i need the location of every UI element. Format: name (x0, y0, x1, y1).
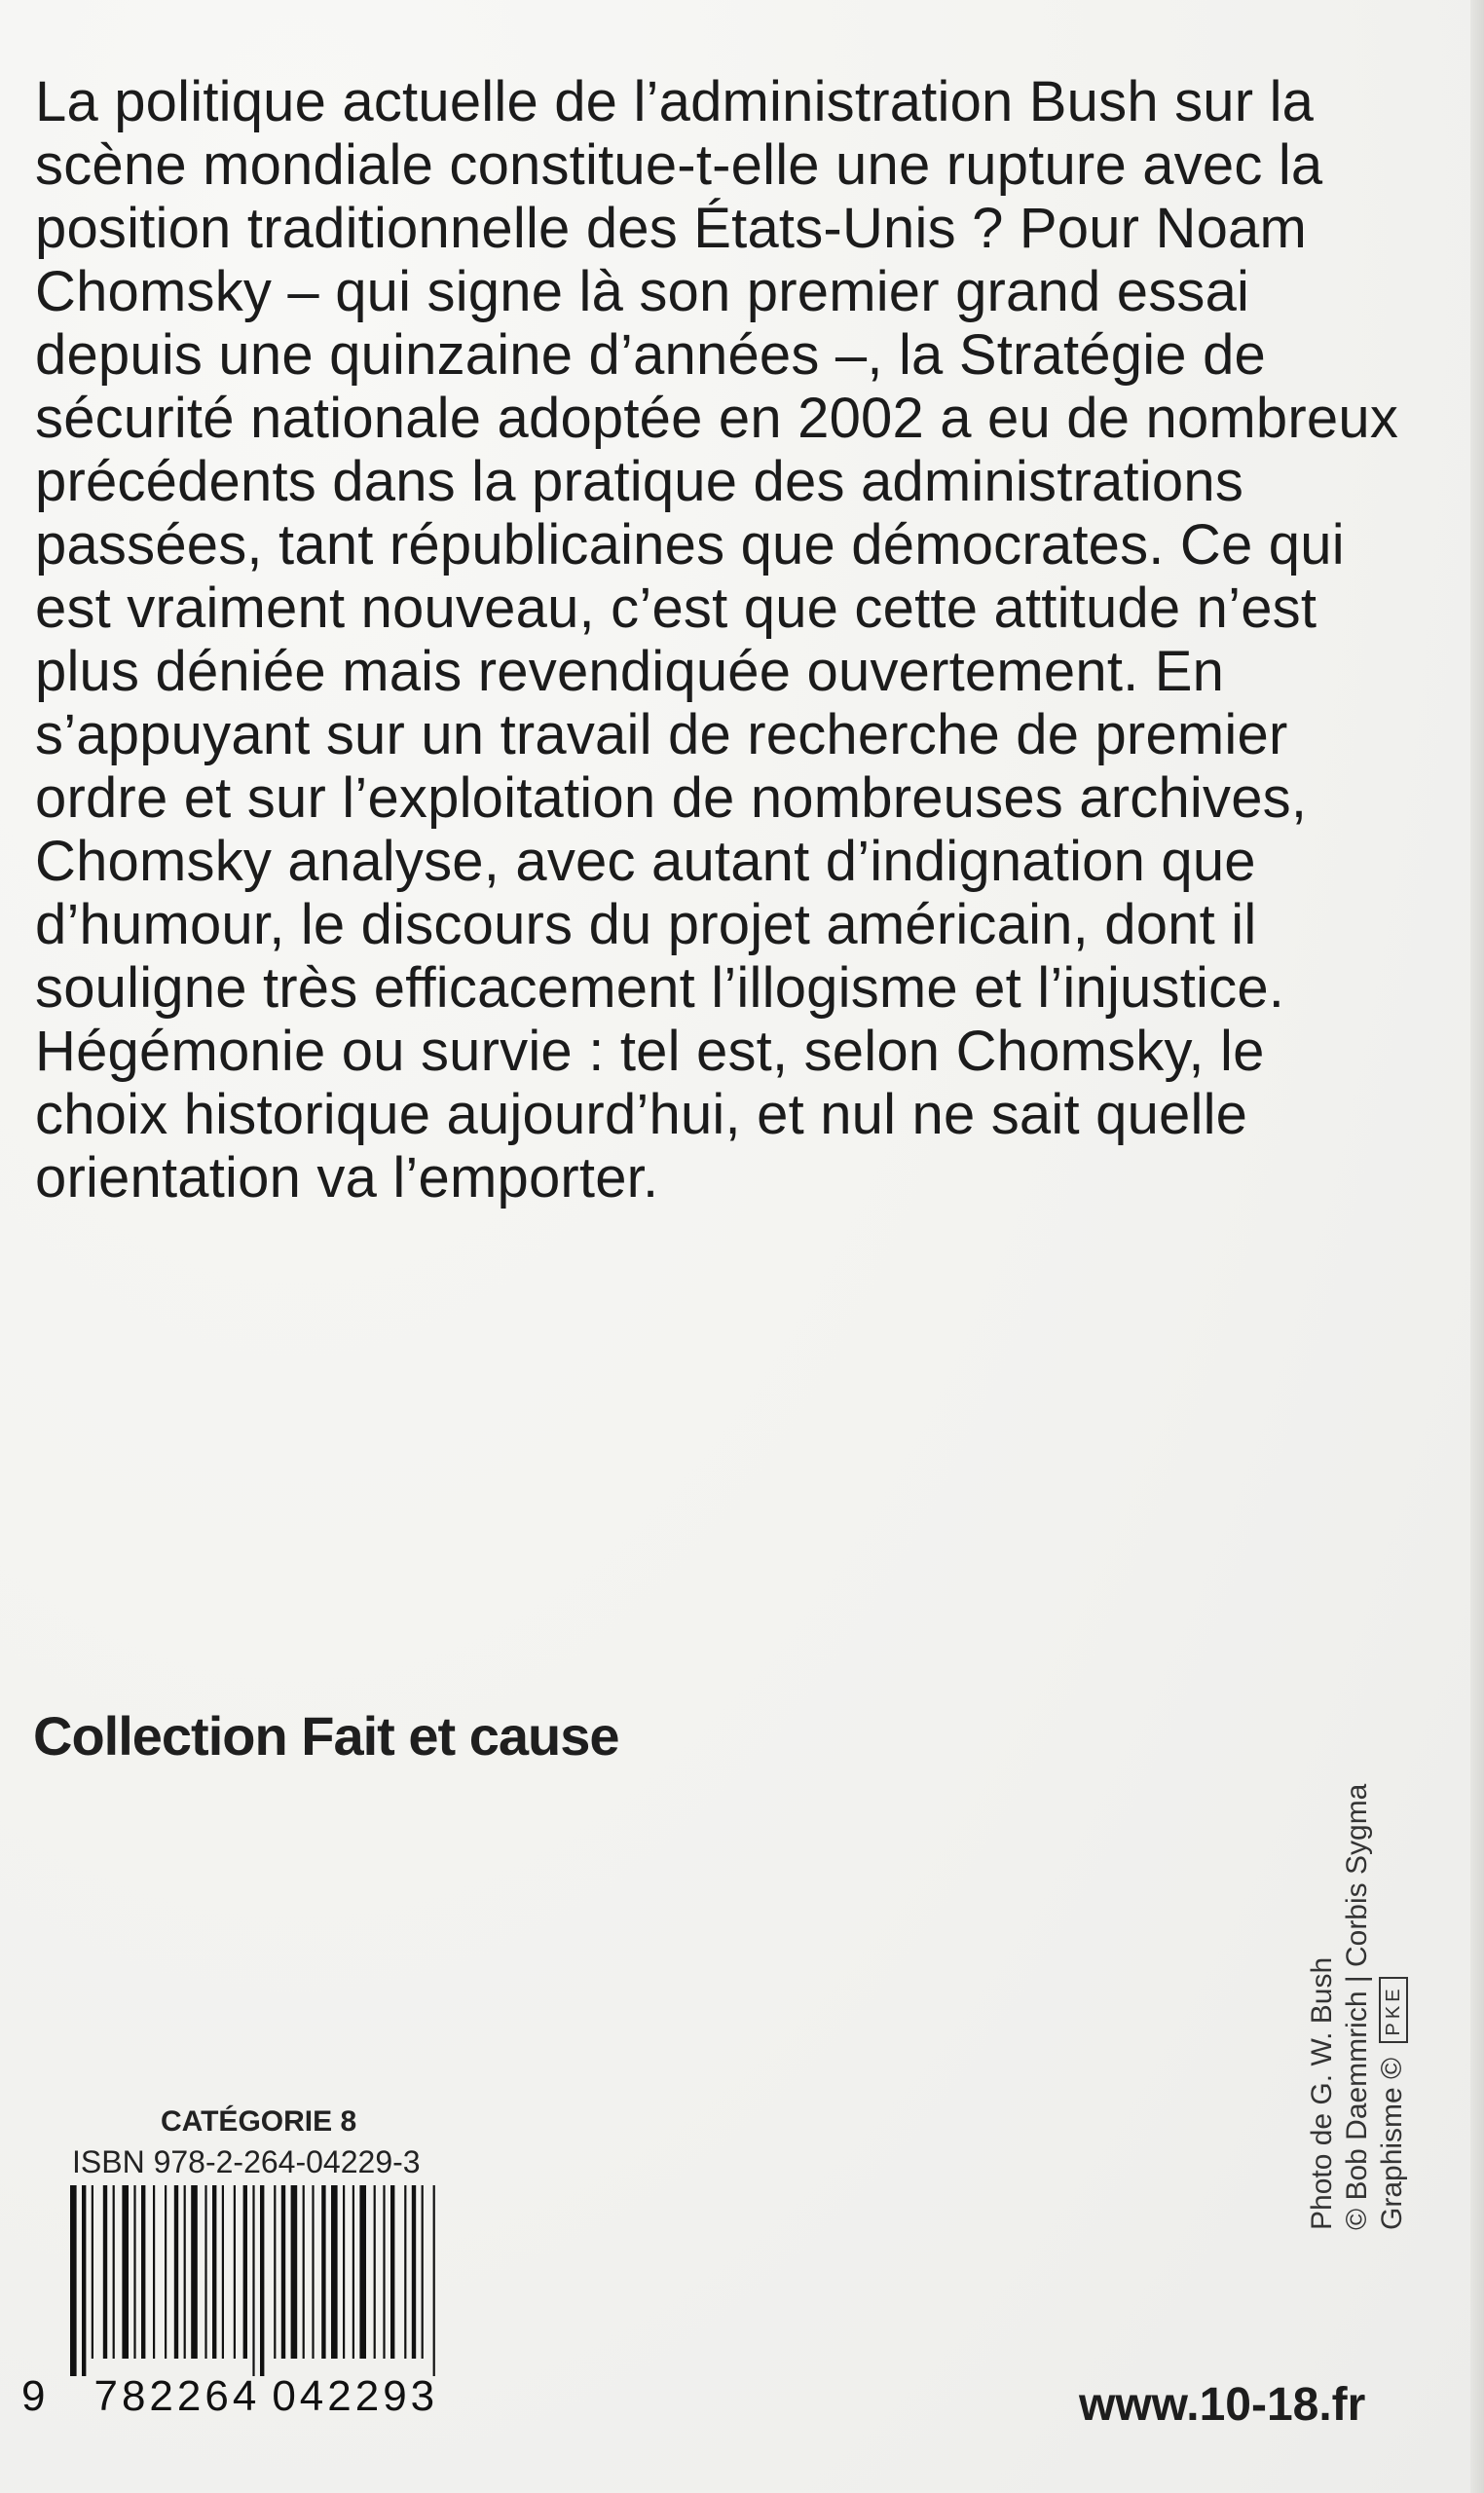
copyright-credit-line: © Bob Daemmrich | Corbis Sygma (1341, 1783, 1373, 2230)
barcode-digits-left: 782264 (93, 2372, 261, 2420)
cover-edge (1470, 0, 1484, 2493)
publisher-website: www.10-18.fr (1079, 2379, 1366, 2431)
barcode-digit-first: 9 (21, 2372, 50, 2420)
blurb-text: La politique actuelle de l’administration Bush sur la scène mondiale constitue-t-elle une rupture avec la position traditionnelle des États-Unis ? Pour Noam Chomsky – qui signe là son premier grand essai depuis une quinzaine d’années –, la Stratégie de sécurité nationale adoptée en 2002 a eu de nombreux précédents dans la pratique des administrations passées, tant républicaines que démocrates. Ce qui est vraiment nouveau, c’est que cette attitude n’est plus déniée mais revendiquée ouvertement. En s’appuyant sur un travail de recherche de premier ordre et sur l’exploitation de nombreuses archives, Chomsky analyse, avec autant d’indignation que d’humour, le discours du projet américain, dont il souligne très efficacement l’illogisme et l’injustice. Hégémonie ou survie : tel est, selon Chomsky, le choix historique aujourd’hui, et nul ne sait quelle orientation va l’emporter. (35, 70, 1399, 1209)
barcode-icon (66, 2185, 475, 2376)
photo-credit-line: Photo de G. W. Bush (1306, 1956, 1338, 2230)
barcode-digits-right: 042293 (272, 2372, 439, 2420)
pke-logo: PKE (1379, 1977, 1408, 2043)
category-label: CATÉGORIE 8 (161, 2105, 357, 2138)
collection-name: Collection Fait et cause (33, 1705, 619, 1767)
graphisme-label: Graphisme © (1376, 2057, 1408, 2230)
isbn-number: ISBN 978-2-264-04229-3 (72, 2144, 421, 2179)
photo-credits (1305, 1626, 1410, 2230)
graphisme-credit-line (1375, 1626, 1410, 2230)
barcode-digits (21, 2372, 438, 2421)
